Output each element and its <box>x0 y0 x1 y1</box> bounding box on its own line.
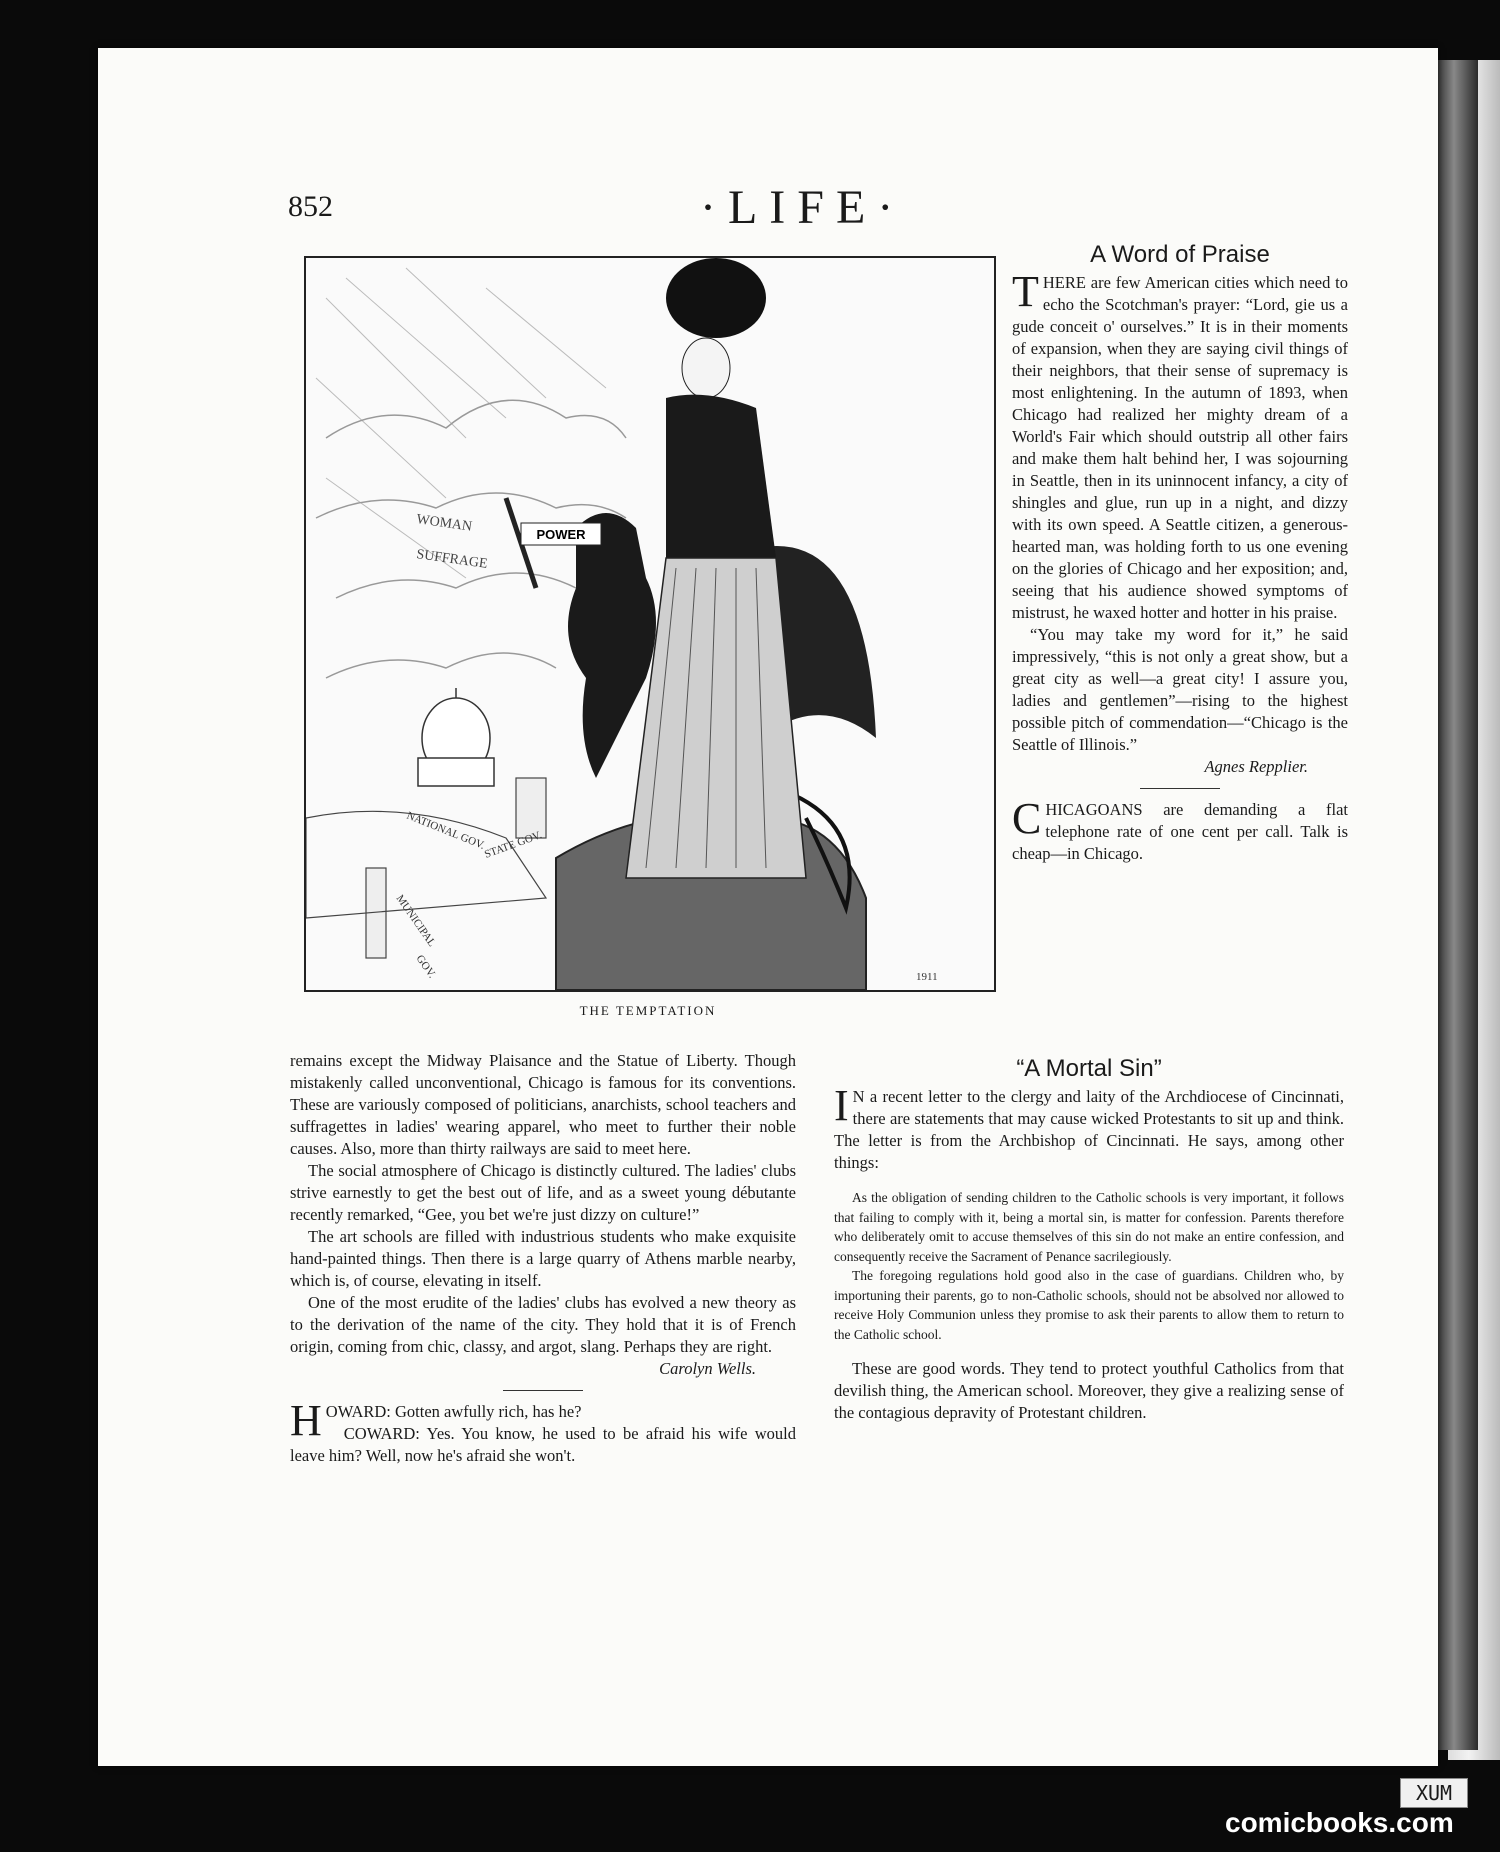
chicago-article-continuation <box>290 1050 796 1467</box>
mortal-sin-article <box>834 1055 1344 1424</box>
word-of-praise-para1 <box>1012 267 1348 624</box>
book-spine <box>1438 60 1478 1750</box>
word-of-praise-para2: “You may take my word for it,” he said impressively, “this is not only a great show, but a great city as well—a great city! I assure you, ladies and gentlemen”—rising to the highest possible pitch of commendation—“Chicago is the Seattle of Illinois.” <box>1012 625 1348 754</box>
page-number: 852 <box>288 190 333 223</box>
quote-para2: The foregoing regulations hold good also in the case of guardians. Children who, by importuning their parents, go to non-Catholic schools, should not be absolved nor allowed to receive Holy Communion unless they promise to ask their parents to allow them to return to the Catholic school. <box>834 1268 1344 1342</box>
gov-label: GOV. <box>413 952 438 981</box>
left-para2: The social atmosphere of Chicago is distinctly cultured. The ladies' clubs strive earnestly to get the best out of life, and as a sweet young débutante recently remarked, “Gee, you bet we're just dizzy on culture!” <box>290 1161 796 1224</box>
mortal-sin-intro-text: N a recent letter to the clergy and laity of the Archdiocese of Cincinnati, there are statements that may cause wicked Protestants to sit up and think. The letter is from the Archbishop of Cincinnati. He says, among other things: <box>834 1087 1344 1172</box>
dropcap-h: H <box>290 1396 322 1445</box>
archbishop-quote <box>834 1188 1344 1344</box>
woman-label: WOMAN <box>415 512 473 535</box>
power-label: POWER <box>536 527 586 542</box>
author-wells: Carolyn Wells. <box>659 1359 756 1378</box>
state-gov-label: STATE GOV. <box>482 829 544 861</box>
word-of-praise-title: A Word of Praise <box>1090 241 1270 268</box>
dropcap-i: I <box>834 1081 849 1130</box>
scan-tag: XUM <box>1400 1778 1468 1808</box>
word-of-praise-article <box>1012 241 1348 865</box>
masthead-title: ·LIFE· <box>700 181 906 234</box>
left-para1: remains except the Midway Plaisance and the Statue of Liberty. Though mistakenly called unconventional, Chicago is famous for its conventions. These are variously composed of politicians, anarchists, school teachers and suffragettes in ladies' wearing apparel, who meet to further their noble causes. Also, more than thirty railways are said to meet here. <box>290 1051 796 1158</box>
site-watermark: comicbooks.com <box>1225 1807 1454 1838</box>
howard-line1: OWARD: Gotten awfully rich, has he? <box>325 1402 582 1421</box>
dropcap-c: C <box>1012 794 1042 843</box>
artist-signature: 1911 <box>916 971 938 983</box>
capitol-dome <box>418 688 494 786</box>
divider-rule <box>1140 788 1220 789</box>
howard-line2: COWARD: Yes. You know, he used to be afraid his wife would leave him? Well, now he's afraid she won't. <box>290 1424 796 1465</box>
chicagoans-text: HICAGOANS are demanding a flat telephone rate of one cent per call. Talk is cheap—in Chicago. <box>1012 800 1348 863</box>
chicagoans-paragraph <box>1012 794 1348 865</box>
mortal-sin-intro <box>834 1081 1344 1174</box>
left-para4: One of the most erudite of the ladies' clubs has evolved a new theory as to the derivation of the name of the city. They hold that it is of French origin, coming from chic, classy, and argot, slang. Perhaps they are right. <box>290 1293 796 1356</box>
left-para3: The art schools are filled with industrious students who make exquisite hand-painted things. Then there is a large quarry of Athens marble nearby, which is, of course, elevating in itself. <box>290 1227 796 1290</box>
suffrage-label: SUFFRAGE <box>415 547 489 572</box>
word-of-praise-para1-text: HERE are few American cities which need to echo the Scotchman's prayer: “Lord, gie us a gude conceit o' ourselves.” It is in their moments of expansion, when they are saying civil things of their neighbors, that their sense of supremacy is most enlightening. In the autumn of 1893, when Chicago had realized her mighty dream of a World's Fair which should outstrip all other fairs and make them halt behind her, I was sojourning in Seattle, then in its uninnocent infancy, a city of shingles and glue, run up in a night, and dizzy with its own speed. A Seattle citizen, a generous-hearted man, was holding forth to us one evening on the glories of Chicago and her exposition; and, seeing that his audience showed symptoms of mistrust, he waxed hotter and hotter in his praise. <box>1012 273 1348 622</box>
quote-para1: As the obligation of sending children to the Catholic schools is very important, it follows that failing to comply with it, being a mortal sin, is matter for confession. Parents therefore who deliberately omit to accuse themselves of this sin do not make an entire confession, and consequently receive the Sacrament of Penance sacrilegiously. <box>834 1190 1344 1264</box>
mortal-sin-closing: These are good words. They tend to protect youthful Catholics from that devilish thing, the American school. Moreover, they give a realizing sense of the contagious depravity of Protestant children. <box>834 1359 1344 1422</box>
divider-rule-left <box>503 1390 583 1391</box>
author-repplier: Agnes Repplier. <box>1204 757 1308 776</box>
dropcap-t: T <box>1012 267 1039 316</box>
municipal-label: MUNICIPAL <box>393 892 438 949</box>
illustration-caption: THE TEMPTATION <box>579 1003 717 1018</box>
cartoon-illustration <box>304 256 996 992</box>
cartoon-drawing <box>306 258 994 990</box>
national-gov-label: NATIONAL GOV. <box>404 809 487 852</box>
mortal-sin-title: “A Mortal Sin” <box>1016 1055 1162 1082</box>
